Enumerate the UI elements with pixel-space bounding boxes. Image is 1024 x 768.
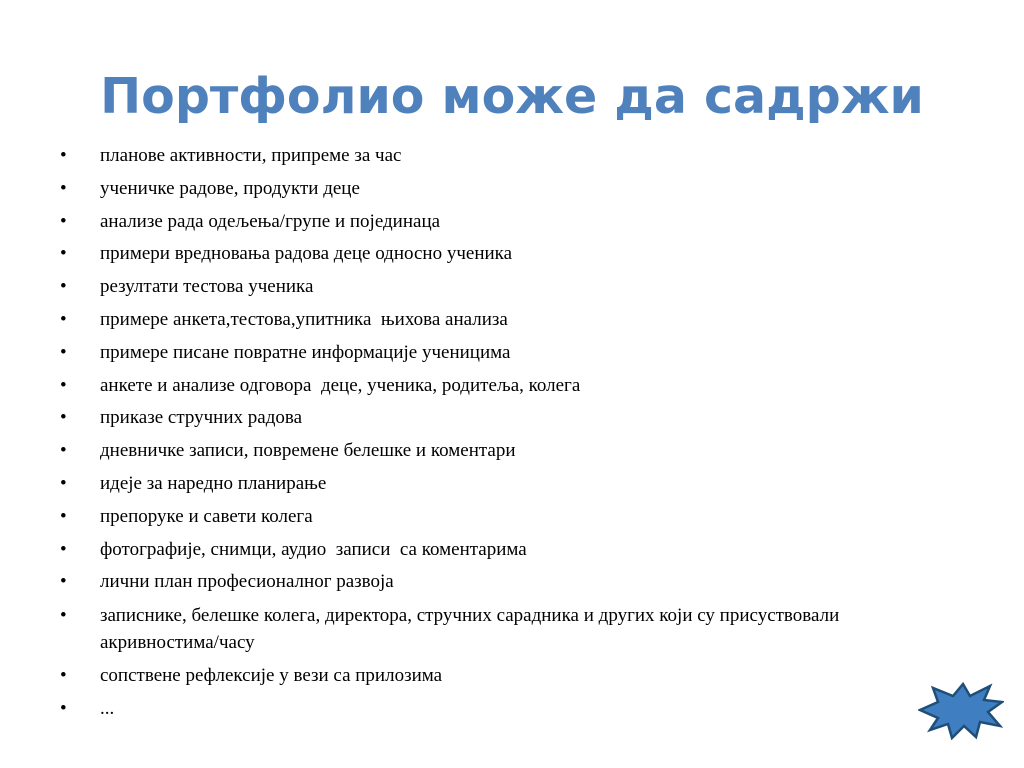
list-item-text: анализе рада одељења/групе и појединаца <box>100 210 441 232</box>
list-item <box>60 696 920 722</box>
list-item <box>60 176 920 202</box>
list-item-text: сопствене рефлексије у вези са прилозима <box>100 664 443 686</box>
list-item-text: приказе стручних радова <box>100 407 303 429</box>
list-item-text: примери вредновања радова деце односно ученика <box>100 243 513 265</box>
list-item-text: препоруке и савети колега <box>100 505 313 527</box>
list-item-text: ученичке радове, продукти деце <box>100 177 360 199</box>
list-item <box>60 209 920 235</box>
bullet-dot: • <box>60 145 67 166</box>
explosion-star-icon[interactable] <box>918 682 1004 740</box>
bullet-dot: • <box>60 308 67 330</box>
bullet-dot: • <box>60 243 67 265</box>
star-shape[interactable] <box>920 684 1002 738</box>
bullet-list <box>60 143 920 729</box>
list-item <box>60 569 920 595</box>
list-item-text: ... <box>100 697 115 719</box>
bullet-dot: • <box>60 571 67 593</box>
slide-title: Портфолио може да садржи <box>100 68 924 125</box>
bullet-dot: • <box>60 664 67 686</box>
list-item <box>60 373 920 399</box>
list-item <box>60 241 920 267</box>
bullet-dot: • <box>60 472 67 494</box>
bullet-dot: • <box>60 407 67 429</box>
bullet-dot: • <box>60 697 67 719</box>
list-item <box>60 504 920 530</box>
bullet-dot: • <box>60 605 67 627</box>
bullet-dot: • <box>60 177 67 199</box>
bullet-dot: • <box>60 440 67 462</box>
list-item <box>60 537 920 563</box>
list-item-text: примере писане повратне информације ученицима <box>100 341 511 363</box>
list-item <box>60 471 920 497</box>
list-item-text: идеје за наредно планирање <box>100 472 327 494</box>
bullet-dot: • <box>60 276 67 298</box>
list-item <box>60 602 920 656</box>
bullet-dot: • <box>60 341 67 363</box>
list-item <box>60 307 920 333</box>
list-item-text: дневничке записи, повремене белешке и коментари <box>100 440 516 462</box>
list-item <box>60 340 920 366</box>
list-item <box>60 274 920 300</box>
list-item-text: анкете и анализе одговора деце, ученика, родитеља, колега <box>100 374 581 396</box>
list-item <box>60 405 920 431</box>
list-item-text: лични план професионалног развоја <box>100 571 394 593</box>
bullet-dot: • <box>60 210 67 232</box>
list-item-text: резултати тестова ученика <box>100 276 314 298</box>
list-item-text: примере анкета,тестова,упитника њихова анализа <box>100 308 508 330</box>
list-item-text: планове активности, припреме за час <box>100 145 402 166</box>
bullet-dot: • <box>60 374 67 396</box>
list-item <box>60 438 920 464</box>
list-item <box>60 143 920 169</box>
list-item <box>60 663 920 689</box>
list-item-text: фотографије, снимци, аудио записи са коментарима <box>100 538 527 560</box>
bullet-dot: • <box>60 505 67 527</box>
bullet-dot: • <box>60 538 67 560</box>
list-item-text: записнике, белешке колега, директора, стручних сарадника и других који су присуствовали акривностима/часу <box>100 605 844 654</box>
